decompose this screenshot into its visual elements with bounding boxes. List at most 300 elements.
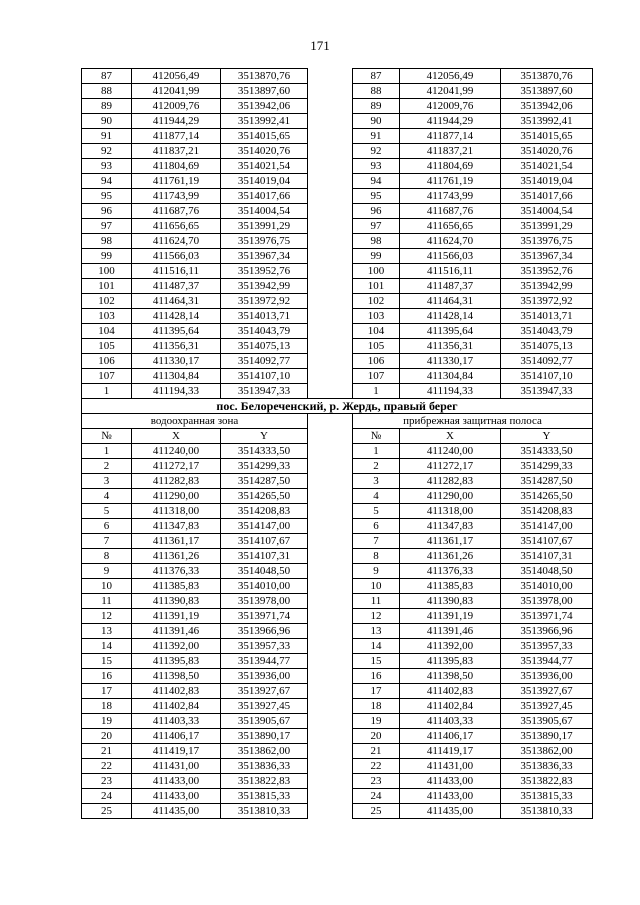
left-y-value: 3514208,83 [221, 504, 308, 519]
right-x-value: 411431,00 [400, 759, 501, 774]
right-y-value: 3513942,99 [501, 279, 593, 294]
right-x-value: 411566,03 [400, 249, 501, 264]
left-point-number: 107 [82, 369, 132, 384]
left-point-number: 20 [82, 729, 132, 744]
right-y-value: 3513836,33 [501, 759, 593, 774]
left-point-number: 99 [82, 249, 132, 264]
right-x-value: 412056,49 [400, 69, 501, 84]
table-row [82, 624, 593, 639]
left-x-value: 411391,19 [132, 609, 221, 624]
right-x-value: 412009,76 [400, 99, 501, 114]
table-row [82, 714, 593, 729]
table-row [82, 489, 593, 504]
right-x-value: 411395,83 [400, 654, 501, 669]
left-x-value: 411272,17 [132, 459, 221, 474]
left-x-value: 411406,17 [132, 729, 221, 744]
right-x-value: 411361,26 [400, 549, 501, 564]
left-x-value: 411356,31 [132, 339, 221, 354]
spacer-cell [308, 354, 353, 369]
left-y-value: 3514048,50 [221, 564, 308, 579]
right-point-number: 1 [353, 444, 400, 459]
right-point-number: 87 [353, 69, 400, 84]
right-y-value: 3514107,31 [501, 549, 593, 564]
right-point-number: 103 [353, 309, 400, 324]
left-header-number: № [82, 429, 132, 444]
coordinates-table [81, 68, 593, 819]
left-point-number: 22 [82, 759, 132, 774]
spacer-cell [308, 804, 353, 819]
right-y-value: 3513947,33 [501, 384, 593, 399]
spacer-cell [308, 339, 353, 354]
right-point-number: 3 [353, 474, 400, 489]
table-row [82, 549, 593, 564]
right-y-value: 3514107,10 [501, 369, 593, 384]
right-y-value: 3514048,50 [501, 564, 593, 579]
spacer-cell [308, 579, 353, 594]
left-y-value: 3514015,65 [221, 129, 308, 144]
right-point-number: 20 [353, 729, 400, 744]
right-y-value: 3514017,66 [501, 189, 593, 204]
left-y-value: 3514004,54 [221, 204, 308, 219]
spacer-cell [308, 594, 353, 609]
table-row [82, 369, 593, 384]
left-y-value: 3513927,45 [221, 699, 308, 714]
left-x-value: 411194,33 [132, 384, 221, 399]
left-point-number: 91 [82, 129, 132, 144]
right-x-value: 411356,31 [400, 339, 501, 354]
right-x-value: 411804,69 [400, 159, 501, 174]
spacer-cell [308, 189, 353, 204]
spacer-cell [308, 309, 353, 324]
left-x-value: 411804,69 [132, 159, 221, 174]
left-y-value: 3514107,31 [221, 549, 308, 564]
right-point-number: 90 [353, 114, 400, 129]
spacer-cell [308, 504, 353, 519]
left-point-number: 25 [82, 804, 132, 819]
right-y-value: 3514265,50 [501, 489, 593, 504]
left-point-number: 18 [82, 699, 132, 714]
spacer-cell [308, 144, 353, 159]
right-x-value: 411330,17 [400, 354, 501, 369]
left-point-number: 88 [82, 84, 132, 99]
left-x-value: 412009,76 [132, 99, 221, 114]
right-point-number: 100 [353, 264, 400, 279]
left-point-number: 93 [82, 159, 132, 174]
right-point-number: 19 [353, 714, 400, 729]
table-row [82, 609, 593, 624]
right-point-number: 91 [353, 129, 400, 144]
left-y-value: 3513942,06 [221, 99, 308, 114]
right-x-value: 411395,64 [400, 324, 501, 339]
right-y-value: 3514092,77 [501, 354, 593, 369]
right-point-number: 18 [353, 699, 400, 714]
left-x-value: 411877,14 [132, 129, 221, 144]
right-x-value: 411318,00 [400, 504, 501, 519]
left-x-value: 411395,83 [132, 654, 221, 669]
left-x-value: 411330,17 [132, 354, 221, 369]
left-point-number: 1 [82, 444, 132, 459]
right-point-number: 96 [353, 204, 400, 219]
spacer-cell [308, 489, 353, 504]
table-row [82, 669, 593, 684]
right-x-value: 411402,84 [400, 699, 501, 714]
left-x-value: 411390,83 [132, 594, 221, 609]
right-point-number: 88 [353, 84, 400, 99]
right-point-number: 2 [353, 459, 400, 474]
spacer-cell [308, 624, 353, 639]
right-y-value: 3513952,76 [501, 264, 593, 279]
right-x-value: 411433,00 [400, 774, 501, 789]
right-point-number: 9 [353, 564, 400, 579]
page-number: 171 [310, 38, 330, 53]
table-row [82, 234, 593, 249]
right-y-value: 3513822,83 [501, 774, 593, 789]
right-x-value: 411944,29 [400, 114, 501, 129]
right-x-value: 411406,17 [400, 729, 501, 744]
right-point-number: 93 [353, 159, 400, 174]
left-x-value: 411398,50 [132, 669, 221, 684]
right-point-number: 10 [353, 579, 400, 594]
right-y-value: 3513966,96 [501, 624, 593, 639]
left-y-value: 3513897,60 [221, 84, 308, 99]
right-x-value: 411464,31 [400, 294, 501, 309]
right-x-value: 411624,70 [400, 234, 501, 249]
spacer-cell [308, 249, 353, 264]
left-x-value: 411392,00 [132, 639, 221, 654]
spacer-cell [308, 294, 353, 309]
left-point-number: 90 [82, 114, 132, 129]
right-point-number: 16 [353, 669, 400, 684]
right-point-number: 107 [353, 369, 400, 384]
table-row [82, 384, 593, 399]
table-row [82, 279, 593, 294]
table-row [82, 69, 593, 84]
left-point-number: 103 [82, 309, 132, 324]
left-x-value: 411402,84 [132, 699, 221, 714]
right-x-value: 411391,19 [400, 609, 501, 624]
left-point-number: 24 [82, 789, 132, 804]
right-x-value: 411398,50 [400, 669, 501, 684]
right-x-value: 411403,33 [400, 714, 501, 729]
spacer-cell [308, 264, 353, 279]
spacer-cell [308, 69, 353, 84]
right-x-value: 411272,17 [400, 459, 501, 474]
left-point-number: 101 [82, 279, 132, 294]
left-x-value: 411391,46 [132, 624, 221, 639]
right-x-value: 412041,99 [400, 84, 501, 99]
left-y-value: 3514043,79 [221, 324, 308, 339]
right-point-number: 24 [353, 789, 400, 804]
right-header-number: № [353, 429, 400, 444]
left-y-value: 3514021,54 [221, 159, 308, 174]
spacer-cell [308, 639, 353, 654]
table-row [82, 204, 593, 219]
left-point-number: 98 [82, 234, 132, 249]
table-row [82, 504, 593, 519]
table-row [82, 129, 593, 144]
left-x-value: 411240,00 [132, 444, 221, 459]
spacer-cell [308, 699, 353, 714]
right-x-value: 411392,00 [400, 639, 501, 654]
left-y-value: 3513870,76 [221, 69, 308, 84]
spacer-cell [308, 774, 353, 789]
right-y-value: 3514019,04 [501, 174, 593, 189]
right-x-value: 411419,17 [400, 744, 501, 759]
right-y-value: 3513905,67 [501, 714, 593, 729]
right-point-number: 25 [353, 804, 400, 819]
left-point-number: 10 [82, 579, 132, 594]
zone-title-row [82, 414, 593, 429]
left-y-value: 3513822,83 [221, 774, 308, 789]
left-header-y: Y [221, 429, 308, 444]
right-point-number: 106 [353, 354, 400, 369]
table-row [82, 144, 593, 159]
right-y-value: 3513927,45 [501, 699, 593, 714]
spacer-cell [308, 99, 353, 114]
table-row [82, 264, 593, 279]
left-x-value: 411656,65 [132, 219, 221, 234]
right-y-value: 3513978,00 [501, 594, 593, 609]
left-y-value: 3513967,34 [221, 249, 308, 264]
right-point-number: 17 [353, 684, 400, 699]
right-point-number: 98 [353, 234, 400, 249]
right-x-value: 411487,37 [400, 279, 501, 294]
table-row [82, 159, 593, 174]
table-row [82, 354, 593, 369]
right-x-value: 411194,33 [400, 384, 501, 399]
right-y-value: 3513971,74 [501, 609, 593, 624]
left-y-value: 3514075,13 [221, 339, 308, 354]
left-point-number: 87 [82, 69, 132, 84]
table-row [82, 774, 593, 789]
right-x-value: 411877,14 [400, 129, 501, 144]
left-y-value: 3513972,92 [221, 294, 308, 309]
right-point-number: 13 [353, 624, 400, 639]
right-x-value: 411516,11 [400, 264, 501, 279]
right-x-value: 411837,21 [400, 144, 501, 159]
left-y-value: 3513992,41 [221, 114, 308, 129]
table-row [82, 294, 593, 309]
left-point-number: 12 [82, 609, 132, 624]
right-y-value: 3514021,54 [501, 159, 593, 174]
left-point-number: 4 [82, 489, 132, 504]
spacer-cell [308, 729, 353, 744]
right-point-number: 12 [353, 609, 400, 624]
right-x-value: 411361,17 [400, 534, 501, 549]
left-x-value: 411433,00 [132, 774, 221, 789]
spacer-cell [308, 414, 353, 429]
table-row [82, 339, 593, 354]
left-point-number: 92 [82, 144, 132, 159]
left-point-number: 21 [82, 744, 132, 759]
left-x-value: 411431,00 [132, 759, 221, 774]
left-y-value: 3513991,29 [221, 219, 308, 234]
right-y-value: 3513972,92 [501, 294, 593, 309]
left-point-number: 7 [82, 534, 132, 549]
left-zone-title: водоохранная зона [82, 414, 308, 429]
left-point-number: 2 [82, 459, 132, 474]
left-y-value: 3514299,33 [221, 459, 308, 474]
right-x-value: 411391,46 [400, 624, 501, 639]
left-point-number: 5 [82, 504, 132, 519]
left-y-value: 3514147,00 [221, 519, 308, 534]
right-x-value: 411428,14 [400, 309, 501, 324]
right-x-value: 411347,83 [400, 519, 501, 534]
left-x-value: 411435,00 [132, 804, 221, 819]
left-x-value: 411687,76 [132, 204, 221, 219]
spacer-cell [308, 174, 353, 189]
left-x-value: 411282,83 [132, 474, 221, 489]
left-y-value: 3514017,66 [221, 189, 308, 204]
left-y-value: 3513966,96 [221, 624, 308, 639]
left-y-value: 3513947,33 [221, 384, 308, 399]
left-x-value: 411347,83 [132, 519, 221, 534]
left-x-value: 411566,03 [132, 249, 221, 264]
right-y-value: 3513992,41 [501, 114, 593, 129]
left-point-number: 15 [82, 654, 132, 669]
right-point-number: 7 [353, 534, 400, 549]
left-x-value: 411761,19 [132, 174, 221, 189]
right-x-value: 411282,83 [400, 474, 501, 489]
right-point-number: 8 [353, 549, 400, 564]
right-point-number: 92 [353, 144, 400, 159]
table-row [82, 474, 593, 489]
right-point-number: 101 [353, 279, 400, 294]
right-point-number: 99 [353, 249, 400, 264]
right-y-value: 3513897,60 [501, 84, 593, 99]
left-point-number: 19 [82, 714, 132, 729]
left-y-value: 3514010,00 [221, 579, 308, 594]
table-row [82, 684, 593, 699]
left-y-value: 3514265,50 [221, 489, 308, 504]
table-row [82, 309, 593, 324]
table-row [82, 699, 593, 714]
left-x-value: 411944,29 [132, 114, 221, 129]
spacer-cell [308, 84, 353, 99]
spacer-cell [308, 129, 353, 144]
right-point-number: 105 [353, 339, 400, 354]
spacer-cell [308, 114, 353, 129]
spacer-cell [308, 429, 353, 444]
right-y-value: 3514043,79 [501, 324, 593, 339]
left-point-number: 105 [82, 339, 132, 354]
left-y-value: 3513978,00 [221, 594, 308, 609]
spacer-cell [308, 279, 353, 294]
column-header-row [82, 429, 593, 444]
left-y-value: 3513944,77 [221, 654, 308, 669]
right-point-number: 97 [353, 219, 400, 234]
right-y-value: 3514020,76 [501, 144, 593, 159]
left-y-value: 3513810,33 [221, 804, 308, 819]
right-point-number: 15 [353, 654, 400, 669]
left-point-number: 100 [82, 264, 132, 279]
spacer-cell [308, 564, 353, 579]
right-y-value: 3513870,76 [501, 69, 593, 84]
right-y-value: 3514010,00 [501, 579, 593, 594]
table-row [82, 459, 593, 474]
right-y-value: 3513927,67 [501, 684, 593, 699]
left-y-value: 3513815,33 [221, 789, 308, 804]
right-y-value: 3514015,65 [501, 129, 593, 144]
left-y-value: 3513976,75 [221, 234, 308, 249]
right-x-value: 411687,76 [400, 204, 501, 219]
right-y-value: 3513967,34 [501, 249, 593, 264]
left-point-number: 16 [82, 669, 132, 684]
spacer-cell [308, 609, 353, 624]
right-y-value: 3513942,06 [501, 99, 593, 114]
right-point-number: 21 [353, 744, 400, 759]
table-row [82, 84, 593, 99]
table-row [82, 789, 593, 804]
right-point-number: 6 [353, 519, 400, 534]
right-point-number: 1 [353, 384, 400, 399]
right-point-number: 23 [353, 774, 400, 789]
left-y-value: 3513957,33 [221, 639, 308, 654]
table-row [82, 444, 593, 459]
left-point-number: 8 [82, 549, 132, 564]
left-y-value: 3513836,33 [221, 759, 308, 774]
left-point-number: 97 [82, 219, 132, 234]
right-y-value: 3514333,50 [501, 444, 593, 459]
right-y-value: 3514107,67 [501, 534, 593, 549]
left-point-number: 11 [82, 594, 132, 609]
spacer-cell [308, 684, 353, 699]
left-y-value: 3513952,76 [221, 264, 308, 279]
table-row [82, 534, 593, 549]
right-x-value: 411385,83 [400, 579, 501, 594]
right-point-number: 4 [353, 489, 400, 504]
left-x-value: 411419,17 [132, 744, 221, 759]
right-y-value: 3514004,54 [501, 204, 593, 219]
spacer-cell [308, 444, 353, 459]
left-x-value: 411361,17 [132, 534, 221, 549]
left-x-value: 411743,99 [132, 189, 221, 204]
left-point-number: 9 [82, 564, 132, 579]
table-row [82, 114, 593, 129]
right-x-value: 411435,00 [400, 804, 501, 819]
left-y-value: 3513936,00 [221, 669, 308, 684]
right-y-value: 3513862,00 [501, 744, 593, 759]
spacer-cell [308, 789, 353, 804]
table-row [82, 189, 593, 204]
right-y-value: 3514208,83 [501, 504, 593, 519]
right-x-value: 411402,83 [400, 684, 501, 699]
right-point-number: 94 [353, 174, 400, 189]
left-x-value: 411516,11 [132, 264, 221, 279]
table-row [82, 744, 593, 759]
left-y-value: 3514019,04 [221, 174, 308, 189]
table-row [82, 219, 593, 234]
right-point-number: 102 [353, 294, 400, 309]
spacer-cell [308, 654, 353, 669]
left-x-value: 411318,00 [132, 504, 221, 519]
table-row [82, 639, 593, 654]
left-x-value: 411395,64 [132, 324, 221, 339]
left-x-value: 411428,14 [132, 309, 221, 324]
spacer-cell [308, 219, 353, 234]
right-x-value: 411390,83 [400, 594, 501, 609]
left-point-number: 96 [82, 204, 132, 219]
left-x-value: 411402,83 [132, 684, 221, 699]
spacer-cell [308, 519, 353, 534]
right-x-value: 411240,00 [400, 444, 501, 459]
spacer-cell [308, 534, 353, 549]
right-y-value: 3514299,33 [501, 459, 593, 474]
right-y-value: 3513936,00 [501, 669, 593, 684]
left-point-number: 102 [82, 294, 132, 309]
left-point-number: 17 [82, 684, 132, 699]
right-x-value: 411433,00 [400, 789, 501, 804]
